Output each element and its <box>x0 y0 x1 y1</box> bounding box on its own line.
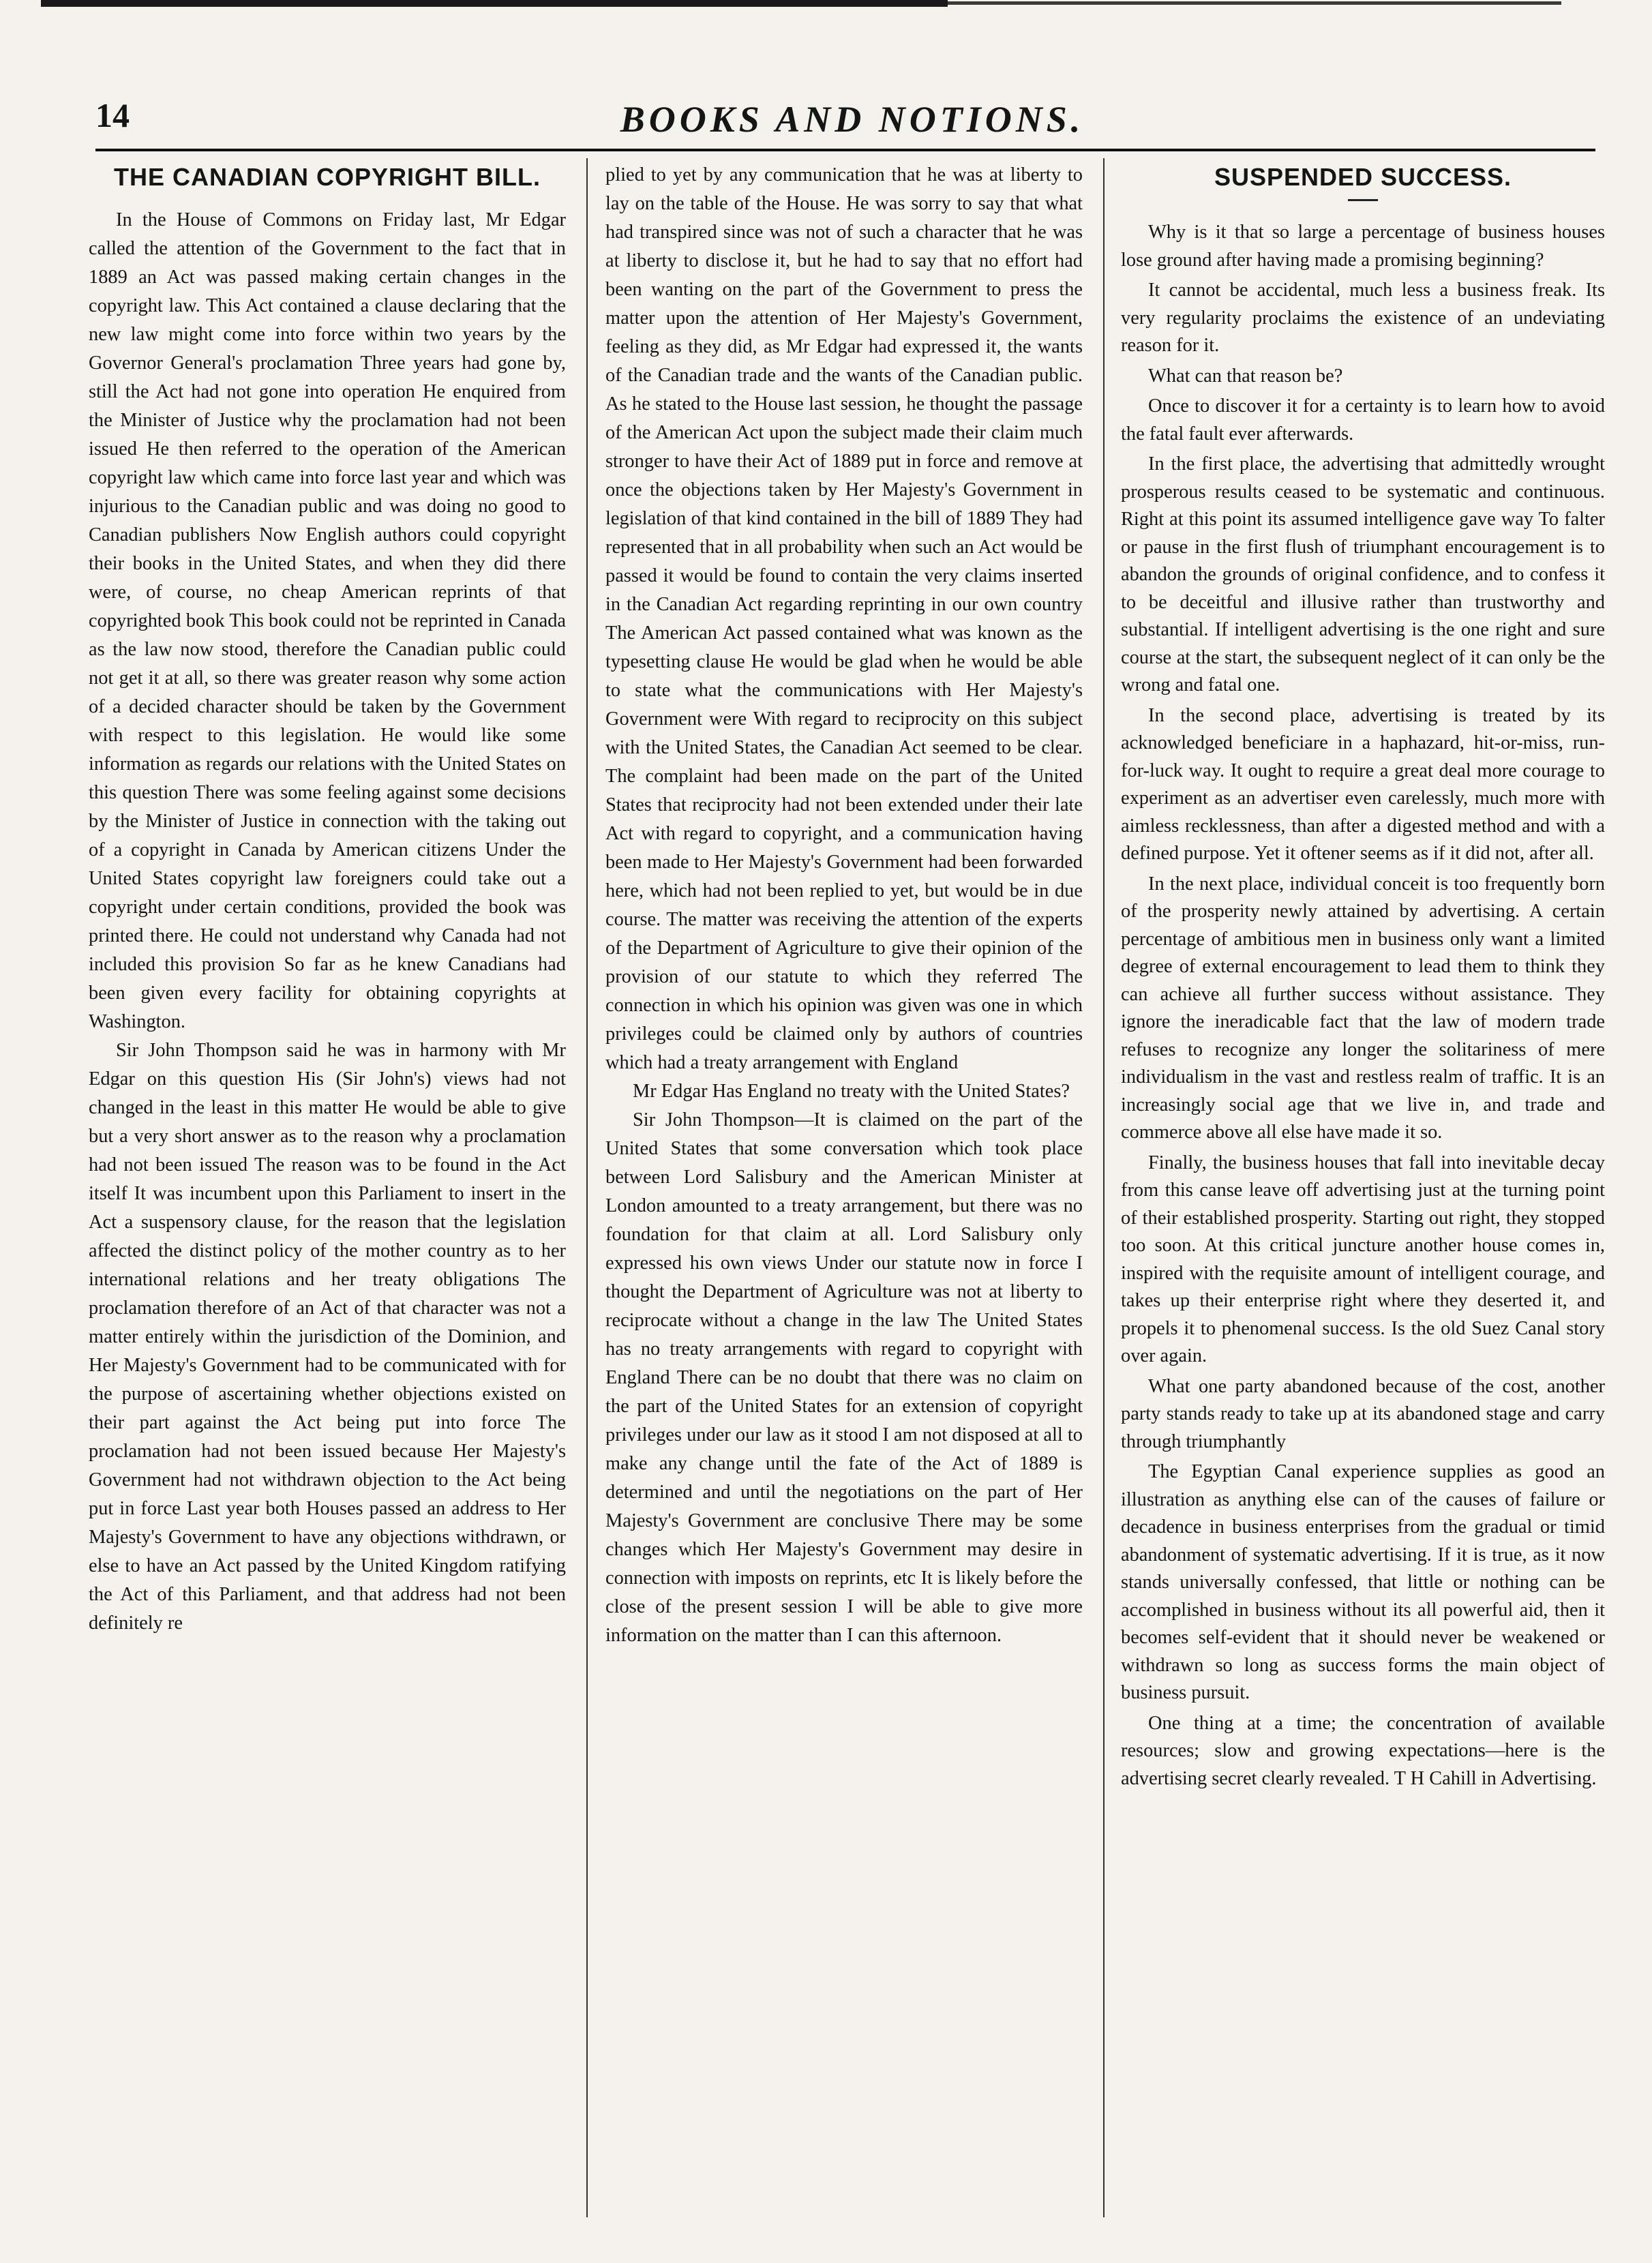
paragraph: In the second place, advertising is treated by its acknowledged beneficiare in a haphazard, hit-or-miss, run-for-luck way. It ought to require a great deal more courage to experiment as an advertiser even carelessly, much more with aimless recklessness, than after a digested method and with a defined purpose. Yet it oftener seems as if it did not, after all. <box>1121 704 1605 864</box>
paragraph: Sir John Thompson said he was in harmony with Mr Edgar on this question His (Sir John's) views had not changed in the least in this matter He would be able to give but a very short answer as to the reason why a proclamation had not been issued The reason was to be found in the Act itself It was incumbent upon this Parliament to insert in the Act a suspensory clause, for the reason that the legislation affected the distinct policy of the mother country as to her international relations and her treaty obligations The proclamation therefore of an Act of that character was not a matter entirely within the jurisdiction of the Dominion, and Her Majesty's Government had to be communicated with for the purpose of ascertaining whether objections existed on their part against the Act being put into force The proclamation had not been issued because Her Majesty's Government had not withdrawn objection to the Act being put in force Last year both Houses passed an address to Her Majesty's Government to have any objections withdrawn, or else to have an Act passed by the United Kingdom ratifying the Act of this Parliament, and that address had not been definitely re <box>89 1040 566 1634</box>
publication-title: BOOKS AND NOTIONS. <box>620 99 1085 140</box>
paragraph: Why is it that so large a percentage of business houses lose ground after having made a promising beginning? <box>1121 222 1605 271</box>
paragraph: In the House of Commons on Friday last, Mr Edgar called the attention of the Government to the fact that in 1889 an Act was passed making certain changes in the copyright law. This Act contained a clause declaring that the new law might come into force within two years by the Governor General's proclamation Three years had gone by, still the Act had not gone into operation He enquired from the Minister of Justice why the proclamation had not been issued He then referred to the operation of the American copyright law which came into force last year and which was injurious to the Canadian public and was doing no good to Canadian publishers Now English authors could copyright their books in the United States, and when they did there were, of course, no cheap American reprints of that copyrighted book This book could not be reprinted in Canada as the law now stood, therefore the Canadian public could not get it at all, so there was greater reason why some action of a decided character should be taken by the Government with respect to this legislation. He would like some information as regards our relations with the United States on this question There was some feeling against some decisions by the Minister of Justice in connection with the taking out of a copyright in Canada by American citizens Under the United States copyright law foreigners could take out a copyright under certain conditions, provided the book was printed there. He could not understand why Canada had not included this provision So far as he knew Canadians had been given every facility for obtaining copyrights at Washington. <box>89 209 566 1032</box>
column-divider-1 <box>586 158 588 2217</box>
paragraph: Mr Edgar Has England no treaty with the United States? <box>633 1081 1070 1102</box>
paragraph: It cannot be accidental, much less a business freak. Its very regularity proclaims the existence of an undeviating reason for it. <box>1121 280 1605 356</box>
top-edge-bar-thin <box>948 1 1561 5</box>
article-title-copyright-bill: THE CANADIAN COPYRIGHT BILL. <box>114 163 541 191</box>
header-rule <box>95 149 1595 151</box>
paragraph: In the first place, the advertising that admittedly wrought prosperous results ceased to be systematic and continuous. Right at this point its assumed intelligence gave way To falter or pause in the first flush of triumphant encouragement is to abandon the grounds of original confidence, and to confess it to be deceitful and illusive rather than trustworthy and substantial. If intelligent advertising is the one right and sure course at the start, the subsequent neglect of it can only be the wrong and fatal one. <box>1121 453 1605 695</box>
paragraph: The Egyptian Canal experience supplies as good an illustration as anything else can of the causes of failure or decadence in business enterprises from the gradual or timid abandonment of systematic advertising. If it is true, as it now stands universally confessed, that little or nothing can be accomplished in business without its all powerful aid, then it becomes self-evident that it should never be weakened or withdrawn so long as success forms the main object of business pursuit. <box>1121 1461 1605 1703</box>
column-3 <box>1121 161 1605 1795</box>
paragraph: Once to discover it for a certainty is to learn how to avoid the fatal fault ever afterwards. <box>1121 395 1605 445</box>
title-dash <box>1348 199 1378 201</box>
column-1 <box>89 161 566 1638</box>
column-divider-2 <box>1103 158 1105 2217</box>
paragraph: One thing at a time; the concentration of available resources; slow and growing expectations—here is the advertising secret clearly revealed. T H Cahill in Advertising. <box>1121 1712 1605 1789</box>
column-2 <box>605 161 1083 1650</box>
paragraph: What can that reason be? <box>1148 365 1343 387</box>
paragraph: plied to yet by any communication that he was at liberty to lay on the table of the House. He was sorry to say that what had transpired since was not of such a character that he was at liberty to disclose it, but he had to say that no effort had been wanting on the part of the Government to press the matter upon the attention of Her Majesty's Government, feeling as they did, as Mr Edgar had expressed it, the wants of the Canadian trade and the wants of the Canadian public. As he stated to the House last session, he thought the passage of the American Act upon the subject made their claim much stronger to have their Act of 1889 put in force and remove at once the objections taken by Her Majesty's Government in legislation of that kind contained in the bill of 1889 They had represented that in all probability when such an Act would be passed it would be found to contain the very claims inserted in the Canadian Act regarding reprinting in our own country The American Act passed contained what was known as the typesetting clause He would be glad when he would be able to state what the communications with Her Majesty's Government were With regard to reciprocity on this subject with the United States, the Canadian Act seemed to be clear. The complaint had been made on the part of the United States that reciprocity had not been extended under their late Act with regard to copyright, and a communication having been made to Her Majesty's Government had been forwarded here, which had not been replied to yet, but would be in due course. The matter was receiving the attention of the experts of the Department of Agriculture to give their opinion of the provision of our statute to which they referred The connection in which his opinion was given was one in which privileges could be claimed only by authors of countries which had a treaty arrangement with England <box>605 164 1083 1073</box>
paragraph: Sir John Thompson—It is claimed on the part of the United States that some conversation which took place between Lord Salisbury and the American Minister at London amounted to a treaty arrangement, but there was no foundation for that claim at all. Lord Salisbury only expressed his own views Under our statute now in force I thought the Department of Agriculture was not at liberty to reciprocate without a change in the law The United States has no treaty arrangements with regard to copyright with England There can be no doubt that there was no claim on the part of the United States for an extension of copyright privileges under our law as it stood I am not disposed at all to make any change until the fate of the Act of 1889 is determined and until the negotiations on the part of Her Majesty's Government are conclusive There may be some changes which Her Majesty's Government may desire in connection with imposts on reprints, etc It is likely before the close of the present session I will be able to give more information on the matter than I can this afternoon. <box>605 1109 1083 1646</box>
paragraph: What one party abandoned because of the cost, another party stands ready to take up at its abandoned stage and carry through triumphantly <box>1121 1375 1605 1452</box>
article-title-suspended-success: SUSPENDED SUCCESS. <box>1214 163 1512 191</box>
top-edge-bar <box>41 0 948 7</box>
page-number: 14 <box>95 96 130 134</box>
masthead <box>95 89 1609 157</box>
paragraph: In the next place, individual conceit is too frequently born of the prosperity newly attained by advertising. A certain percentage of ambitious men in business only want a limited degree of external encouragement to lead them to think they can achieve all further success without assistance. They ignore the ineradicable fact that the law of modern trade refuses to recognize any longer the solitariness of mere individualism in the vast and restless realm of traffic. It is an increasingly social age that we live in, and trade and commerce above all else have made it so. <box>1121 873 1605 1143</box>
paragraph: Finally, the business houses that fall into inevitable decay from this canse leave off advertising just at the turning point of their established prosperity. Starting out right, they stopped too soon. At this critical juncture another house comes in, inspired with the requisite amount of intelligent courage, and takes up their enterprise right where they deserted it, and propels it to phenomenal success. Is the old Suez Canal story over again. <box>1121 1152 1605 1366</box>
